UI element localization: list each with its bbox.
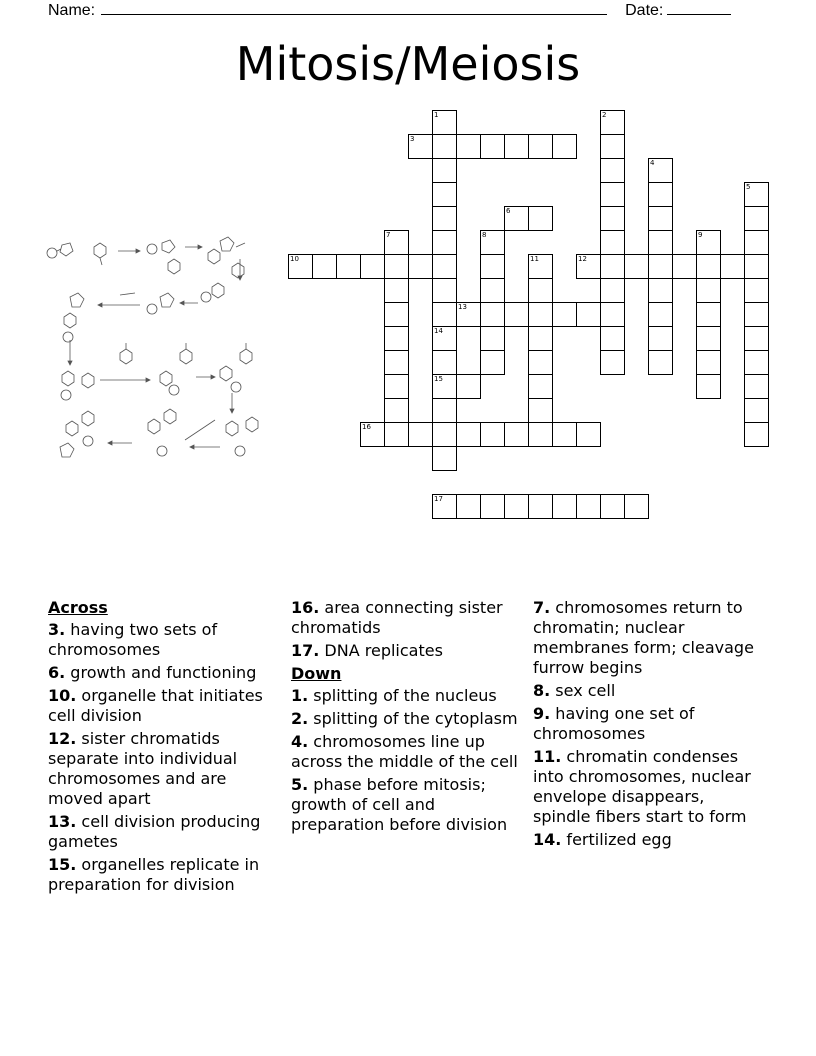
clues-column-2: [291, 598, 523, 838]
crossword-cell[interactable]: [696, 326, 721, 351]
crossword-cell[interactable]: [648, 158, 673, 183]
crossword-cell[interactable]: [600, 278, 625, 303]
clue-item: [48, 663, 280, 683]
crossword-cell[interactable]: [504, 302, 529, 327]
crossword-cell[interactable]: [696, 230, 721, 255]
clue-item: [291, 709, 523, 729]
clue-item: [48, 729, 280, 809]
crossword-cell[interactable]: [456, 134, 481, 159]
crossword-cell[interactable]: [600, 350, 625, 375]
crossword-cell[interactable]: [600, 326, 625, 351]
clue-item: [291, 732, 523, 772]
crossword-cell[interactable]: [432, 302, 457, 327]
clue-number: 14: [434, 327, 443, 335]
crossword-cell[interactable]: [552, 422, 577, 447]
crossword-cell[interactable]: [312, 254, 337, 279]
clue-item: [291, 686, 523, 706]
crossword-cell[interactable]: [480, 230, 505, 255]
clue-number: 9: [698, 231, 703, 239]
clue-item: [291, 598, 523, 638]
crossword-cell[interactable]: [600, 230, 625, 255]
crossword-cell[interactable]: [648, 182, 673, 207]
clue-item-text: splitting of the cytoplasm: [308, 709, 518, 728]
clue-item-number: 16.: [291, 598, 320, 617]
name-label: Name:: [48, 2, 96, 19]
crossword-cell[interactable]: [528, 326, 553, 351]
clue-item-number: 10.: [48, 686, 77, 705]
crossword-cell[interactable]: [384, 302, 409, 327]
crossword-cell[interactable]: [432, 398, 457, 423]
clue-item-number: 15.: [48, 855, 77, 874]
crossword-cell[interactable]: [600, 134, 625, 159]
clue-item: [533, 830, 765, 850]
clues-column-1: [48, 598, 280, 898]
clue-item-number: 8.: [533, 681, 551, 700]
crossword-cell[interactable]: [648, 278, 673, 303]
crossword-cell[interactable]: [744, 422, 769, 447]
clue-item-text: splitting of the nucleus: [308, 686, 497, 705]
crossword-cell[interactable]: [576, 254, 601, 279]
down-heading: Down: [291, 664, 342, 683]
crossword-cell[interactable]: [432, 422, 457, 447]
crossword-cell[interactable]: [696, 374, 721, 399]
clue-item: [291, 641, 523, 661]
crossword-cell[interactable]: [528, 254, 553, 279]
crossword-cell[interactable]: [432, 350, 457, 375]
crossword-cell[interactable]: [672, 254, 697, 279]
crossword-cell[interactable]: [432, 110, 457, 135]
crossword-cell[interactable]: [480, 254, 505, 279]
crossword-cell[interactable]: [648, 230, 673, 255]
down-clue-list: [291, 686, 523, 835]
crossword-cell[interactable]: [384, 374, 409, 399]
crossword-cell[interactable]: [504, 206, 529, 231]
clue-number: 13: [458, 303, 467, 311]
crossword-cell[interactable]: [528, 302, 553, 327]
clue-item: [48, 686, 280, 726]
crossword-cell[interactable]: [552, 134, 577, 159]
crossword-cell[interactable]: [624, 254, 649, 279]
clue-item-number: 4.: [291, 732, 309, 751]
crossword-cell[interactable]: [600, 206, 625, 231]
crossword-cell[interactable]: [744, 326, 769, 351]
crossword-cell[interactable]: [432, 254, 457, 279]
crossword-cell[interactable]: [432, 278, 457, 303]
crossword-cell[interactable]: [480, 278, 505, 303]
crossword-cell[interactable]: [408, 134, 433, 159]
crossword-cell[interactable]: [744, 230, 769, 255]
date-field[interactable]: [667, 0, 731, 15]
clue-number: 17: [434, 495, 443, 503]
clue-item-text: organelles replicate in preparation for division: [48, 855, 260, 894]
clue-item-number: 9.: [533, 704, 551, 723]
crossword-cell[interactable]: [576, 494, 601, 519]
clue-item: [533, 747, 765, 827]
crossword-cell[interactable]: [528, 494, 553, 519]
clue-item-text: chromosomes return to chromatin; nuclear membranes form; cleavage furrow begins: [533, 598, 754, 677]
crossword-cell[interactable]: [432, 206, 457, 231]
crossword-cell[interactable]: [744, 374, 769, 399]
crossword-cell[interactable]: [432, 134, 457, 159]
crossword-cell[interactable]: [456, 302, 481, 327]
clue-item-number: 2.: [291, 709, 309, 728]
crossword-cell[interactable]: [744, 206, 769, 231]
clue-item-number: 7.: [533, 598, 551, 617]
crossword-cell[interactable]: [432, 446, 457, 471]
crossword-cell[interactable]: [624, 494, 649, 519]
clue-item: [533, 704, 765, 744]
clue-item: [48, 855, 280, 895]
clue-item-number: 17.: [291, 641, 320, 660]
clue-number: 7: [386, 231, 391, 239]
crossword-cell[interactable]: [600, 302, 625, 327]
crossword-cell[interactable]: [648, 254, 673, 279]
crossword-cell[interactable]: [600, 494, 625, 519]
crossword-cell[interactable]: [696, 302, 721, 327]
across-clue-list-continued: [291, 598, 523, 661]
page-title: Mitosis/Meiosis: [235, 37, 581, 91]
crossword-cell[interactable]: [552, 302, 577, 327]
crossword-cell[interactable]: [576, 302, 601, 327]
clue-number: 5: [746, 183, 751, 191]
crossword-cell[interactable]: [744, 182, 769, 207]
crossword-cell[interactable]: [552, 494, 577, 519]
crossword-cell[interactable]: [528, 422, 553, 447]
crossword-cell[interactable]: [504, 422, 529, 447]
clue-item: [48, 620, 280, 660]
crossword-cell[interactable]: [504, 494, 529, 519]
clue-item-text: having one set of chromosomes: [533, 704, 695, 743]
clue-item-text: DNA replicates: [319, 641, 443, 660]
clue-item-text: growth and functioning: [65, 663, 257, 682]
clue-number: 8: [482, 231, 487, 239]
clues-column-3: [533, 598, 765, 853]
crossword-cell[interactable]: [744, 254, 769, 279]
clue-item-text: fertilized egg: [561, 830, 672, 849]
crossword-cell[interactable]: [528, 134, 553, 159]
clue-number: 6: [506, 207, 511, 215]
clue-item-number: 3.: [48, 620, 66, 639]
crossword-cell[interactable]: [384, 278, 409, 303]
crossword-cell[interactable]: [456, 374, 481, 399]
crossword-cell[interactable]: [696, 254, 721, 279]
crossword-cell[interactable]: [288, 254, 313, 279]
crossword-cell[interactable]: [744, 398, 769, 423]
crossword-cell[interactable]: [528, 278, 553, 303]
crossword-cell[interactable]: [432, 158, 457, 183]
down-clue-list-continued: [533, 598, 765, 850]
crossword-cell[interactable]: [384, 422, 409, 447]
crossword-cell[interactable]: [480, 350, 505, 375]
crossword-cell[interactable]: [480, 422, 505, 447]
clue-number: 4: [650, 159, 655, 167]
clue-number: 16: [362, 423, 371, 431]
crossword-cell[interactable]: [336, 254, 361, 279]
crossword-cell[interactable]: [384, 350, 409, 375]
crossword-cell[interactable]: [744, 350, 769, 375]
clue-item-number: 13.: [48, 812, 77, 831]
crossword-cell[interactable]: [744, 278, 769, 303]
crossword-cell[interactable]: [600, 254, 625, 279]
crossword-cell[interactable]: [456, 422, 481, 447]
clue-item-number: 6.: [48, 663, 66, 682]
crossword-cell[interactable]: [528, 398, 553, 423]
crossword-cell[interactable]: [432, 182, 457, 207]
crossword-cell[interactable]: [648, 302, 673, 327]
crossword-cell[interactable]: [528, 374, 553, 399]
crossword-cell[interactable]: [384, 254, 409, 279]
clue-number: 1: [434, 111, 439, 119]
crossword-cell[interactable]: [408, 422, 433, 447]
clue-item-text: chromosomes line up across the middle of the cell: [291, 732, 518, 771]
crossword-cell[interactable]: [720, 254, 745, 279]
clue-item: [533, 681, 765, 701]
crossword-cell[interactable]: [744, 302, 769, 327]
crossword-cell[interactable]: [648, 326, 673, 351]
crossword-cell[interactable]: [528, 350, 553, 375]
clue-item-number: 12.: [48, 729, 77, 748]
clue-item-text: phase before mitosis; growth of cell and preparation before division: [291, 775, 508, 834]
crossword-cell[interactable]: [696, 350, 721, 375]
crossword-cell[interactable]: [360, 422, 385, 447]
across-heading: Across: [48, 598, 108, 617]
clue-item: [533, 598, 765, 678]
clue-item-number: 11.: [533, 747, 562, 766]
crossword-cell[interactable]: [384, 326, 409, 351]
clue-number: 11: [530, 255, 539, 263]
crossword-cell[interactable]: [384, 230, 409, 255]
clue-item-text: area connecting sister chromatids: [291, 598, 503, 637]
crossword-cell[interactable]: [456, 494, 481, 519]
clue-item: [48, 812, 280, 852]
crossword-cell[interactable]: [480, 134, 505, 159]
clue-item-text: having two sets of chromosomes: [48, 620, 218, 659]
crossword-cell[interactable]: [360, 254, 385, 279]
crossword-cell[interactable]: [504, 134, 529, 159]
clue-item-text: sister chromatids separate into individual chromosomes and are moved apart: [48, 729, 238, 808]
name-field[interactable]: [101, 0, 607, 15]
crossword-cell[interactable]: [528, 206, 553, 231]
clue-item-number: 1.: [291, 686, 309, 705]
clue-number: 3: [410, 135, 415, 143]
date-label: Date:: [625, 2, 664, 19]
reaction-diagram-illustration: [40, 225, 270, 470]
clue-number: 12: [578, 255, 587, 263]
crossword-cell[interactable]: [432, 374, 457, 399]
crossword-cell[interactable]: [696, 278, 721, 303]
crossword-cell[interactable]: [384, 398, 409, 423]
crossword-cell[interactable]: [432, 326, 457, 351]
crossword-cell[interactable]: [576, 422, 601, 447]
crossword-cell[interactable]: [648, 350, 673, 375]
crossword-cell[interactable]: [600, 110, 625, 135]
clue-item-number: 14.: [533, 830, 562, 849]
name-date-line: [48, 0, 768, 20]
clue-number: 10: [290, 255, 299, 263]
crossword-cell[interactable]: [600, 182, 625, 207]
crossword-cell[interactable]: [408, 254, 433, 279]
crossword-cell[interactable]: [480, 326, 505, 351]
crossword-cell[interactable]: [480, 302, 505, 327]
clue-item-text: sex cell: [550, 681, 616, 700]
clue-item-text: cell division producing gametes: [48, 812, 261, 851]
crossword-cell[interactable]: [648, 206, 673, 231]
clue-item-text: chromatin condenses into chromosomes, nuclear envelope disappears, spindle fibers start to form: [533, 747, 751, 826]
crossword-cell[interactable]: [480, 494, 505, 519]
crossword-cell[interactable]: [432, 494, 457, 519]
clue-item-number: 5.: [291, 775, 309, 794]
clue-number: 2: [602, 111, 607, 119]
clue-item: [291, 775, 523, 835]
crossword-cell[interactable]: [600, 158, 625, 183]
clue-item-text: organelle that initiates cell division: [48, 686, 263, 725]
across-clue-list: [48, 620, 280, 895]
crossword-cell[interactable]: [432, 230, 457, 255]
clue-number: 15: [434, 375, 443, 383]
